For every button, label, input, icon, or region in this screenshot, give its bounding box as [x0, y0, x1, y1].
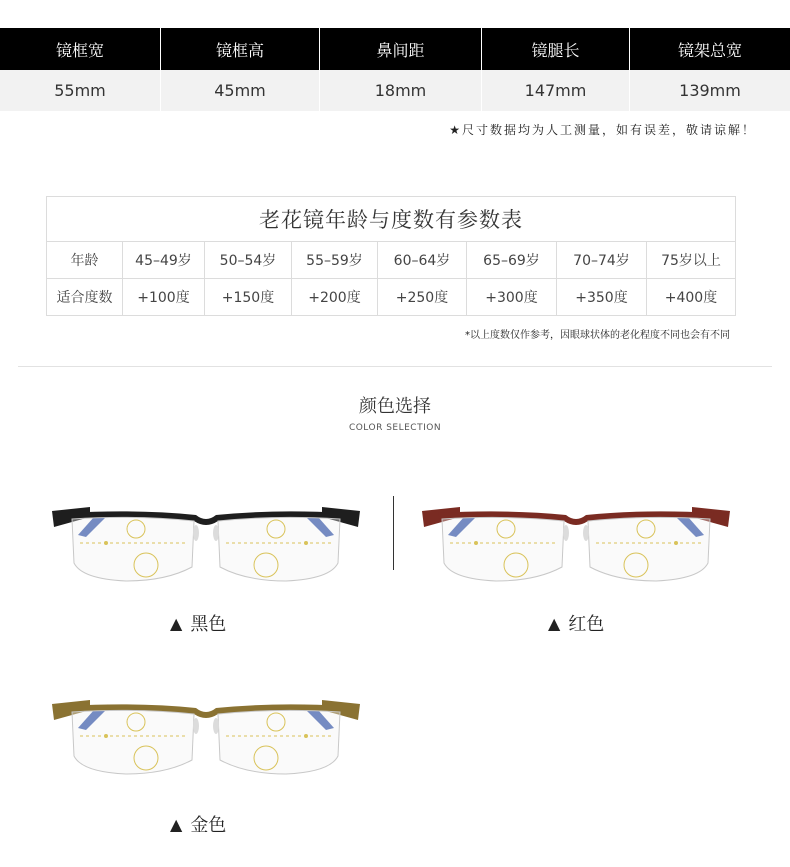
- left-dot: [104, 541, 108, 545]
- dimension-header-row: [0, 28, 790, 70]
- triangle-icon: ▲: [548, 613, 561, 633]
- right-lens: [218, 517, 340, 581]
- right-lens: [588, 517, 710, 581]
- age-cell: 60–64岁: [378, 242, 467, 278]
- degree-cell: +250度: [378, 279, 467, 315]
- color-section-subtitle: COLOR SELECTION: [348, 423, 442, 433]
- degree-cell: +400度: [664, 290, 718, 306]
- dimension-value-row: [0, 70, 790, 111]
- left-nose-pad: [563, 525, 569, 541]
- left-lens: [72, 517, 194, 581]
- value-frame-height: 45mm: [161, 70, 320, 111]
- left-nose-pad: [193, 718, 199, 734]
- header-bridge-width: 鼻间距: [320, 28, 482, 70]
- glasses-red-image[interactable]: [416, 497, 736, 587]
- degree-cell: +200度: [292, 279, 378, 315]
- right-dot: [304, 734, 308, 738]
- age-cell: 75岁以上: [661, 253, 721, 269]
- header-temple-length: 镜腿长: [482, 28, 630, 70]
- color-option-gold[interactable]: [170, 811, 226, 837]
- value-temple-length: 147mm: [482, 70, 630, 111]
- left-lens: [442, 517, 564, 581]
- age-cell: 70–74岁: [557, 242, 647, 278]
- age-cell: 65–69岁: [467, 242, 557, 278]
- age-row-label: 年龄: [47, 242, 123, 278]
- value-frame-width: 55mm: [0, 70, 161, 111]
- age-table-title: 老花镜年龄与度数有参数表: [47, 197, 735, 242]
- left-lens: [72, 710, 194, 774]
- glasses-gold-image[interactable]: [46, 690, 366, 780]
- left-dot: [104, 734, 108, 738]
- dimension-table: [0, 28, 790, 111]
- degree-cell: +350度: [557, 279, 647, 315]
- degree-row-label: 适合度数: [47, 279, 123, 315]
- header-total-width: 镜架总宽: [677, 40, 742, 60]
- degree-cell: +150度: [205, 279, 292, 315]
- color-label: 黑色: [190, 614, 227, 635]
- right-lens: [218, 710, 340, 774]
- degree-cell: +300度: [467, 279, 557, 315]
- color-section-title: 颜色选择: [359, 396, 431, 417]
- left-nose-pad: [193, 525, 199, 541]
- header-frame-height: 镜框高: [161, 28, 320, 70]
- triangle-icon: ▲: [170, 814, 183, 834]
- glasses-black-image[interactable]: [46, 497, 366, 587]
- age-row: [47, 242, 735, 279]
- right-nose-pad: [213, 525, 219, 541]
- section-divider: [18, 366, 772, 367]
- degree-note: *以上度数仅作参考，因眼球状体的老化程度不同也会有不同: [465, 330, 730, 341]
- age-cell: 55–59岁: [292, 242, 378, 278]
- left-dot: [474, 541, 478, 545]
- right-nose-pad: [213, 718, 219, 734]
- frame: [422, 507, 730, 581]
- right-dot: [674, 541, 678, 545]
- age-degree-table: [46, 196, 736, 316]
- frame: [52, 507, 360, 581]
- color-option-black[interactable]: [170, 610, 226, 636]
- age-cell: 45–49岁: [123, 242, 205, 278]
- age-cell: 50–54岁: [205, 242, 292, 278]
- right-dot: [304, 541, 308, 545]
- value-total-width: 139mm: [679, 81, 741, 100]
- right-nose-pad: [583, 525, 589, 541]
- color-option-red[interactable]: [548, 610, 604, 636]
- degree-row: [47, 279, 735, 315]
- vertical-separator: [393, 496, 394, 570]
- value-bridge-width: 18mm: [320, 70, 482, 111]
- triangle-icon: ▲: [170, 613, 183, 633]
- frame: [52, 700, 360, 774]
- header-frame-width: 镜框宽: [0, 28, 161, 70]
- color-label: 红色: [568, 614, 605, 635]
- measurement-note: ★尺寸数据均为人工测量，如有误差，敬请谅解！: [449, 123, 756, 137]
- degree-cell: +100度: [123, 279, 205, 315]
- color-label: 金色: [190, 815, 227, 836]
